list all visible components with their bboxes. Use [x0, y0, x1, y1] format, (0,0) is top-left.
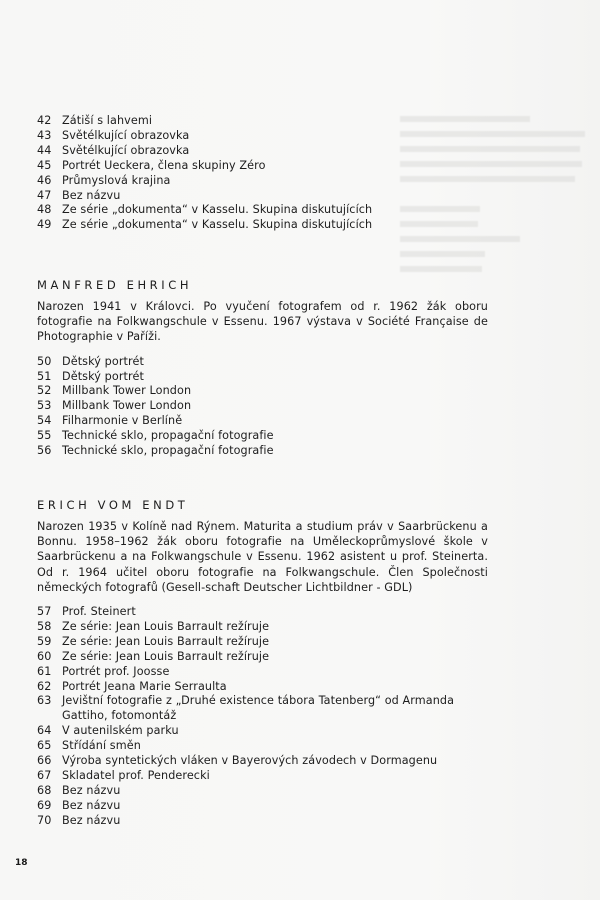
item-number: 50 [37, 354, 52, 368]
item-number: 52 [37, 384, 52, 398]
item-title: Ze série: Jean Louis Barrault režíruje [62, 634, 270, 648]
item-number: 51 [37, 369, 52, 383]
item-title: Skladatel prof. Penderecki [62, 768, 210, 782]
list-item [37, 159, 488, 174]
item-number: 65 [37, 739, 52, 753]
item-title: Technické sklo, propagační fotografie [62, 429, 274, 443]
item-title: Prof. Steinert [62, 605, 136, 619]
item-title: Jevištní fotografie z „Druhé existence tábora Tatenberg“ od Armanda Gattiho, fotomontáž [62, 694, 455, 723]
list-item [37, 650, 488, 665]
list-item [37, 129, 488, 144]
item-title: Ze série: Jean Louis Barrault režíruje [62, 619, 270, 633]
item-title: Střídání směn [62, 739, 141, 753]
item-number: 54 [37, 414, 52, 428]
item-title: V autenilském parku [62, 724, 179, 738]
item-number: 60 [37, 649, 52, 663]
item-number: 59 [37, 634, 52, 648]
item-title: Filharmonie v Berlíně [62, 414, 183, 428]
list-item [37, 370, 488, 385]
photographer-name: MANFRED EHRICH [37, 278, 193, 292]
list-item [37, 444, 488, 459]
list-item [37, 414, 488, 429]
item-number: 49 [37, 218, 52, 232]
photographer-bio: Narozen 1941 v Královci. Po vyučení fotografem od r. 1962 žák oboru fotografie na Folkwangschule v Essenu. 1967 výstava v Société Française de Photographie v Paříži. [37, 300, 488, 344]
item-number: 46 [37, 173, 52, 187]
item-title: Bez názvu [62, 188, 121, 202]
item-number: 66 [37, 754, 52, 768]
list-item [37, 429, 488, 444]
list-item [37, 784, 488, 799]
item-title: Výroba syntetických vláken v Bayerových závodech v Dormagenu [62, 754, 438, 768]
item-number: 42 [37, 114, 52, 127]
photographer-name: ERICH VOM ENDT [37, 498, 189, 512]
item-number: 56 [37, 444, 52, 458]
item-number: 48 [37, 203, 52, 217]
item-title: Ze série: Jean Louis Barrault režíruje [62, 649, 270, 663]
list-item [37, 114, 488, 129]
item-number: 69 [37, 798, 52, 812]
item-number: 44 [37, 143, 52, 157]
item-number: 58 [37, 619, 52, 633]
list-item [37, 218, 488, 233]
list-item [37, 724, 488, 739]
list-item [37, 814, 488, 829]
item-title: Millbank Tower London [62, 384, 192, 398]
list-item [37, 680, 488, 695]
item-number: 45 [37, 158, 52, 172]
item-number: 47 [37, 188, 52, 202]
list-item [37, 799, 488, 814]
list-item [37, 739, 488, 754]
item-number: 68 [37, 783, 52, 797]
item-title: Zátiší s lahvemi [62, 114, 153, 127]
item-number: 57 [37, 605, 52, 619]
list-item [37, 620, 488, 635]
list-item [37, 189, 488, 204]
item-number: 53 [37, 399, 52, 413]
list-item [37, 769, 488, 784]
list-item [37, 605, 488, 620]
list-item [37, 754, 488, 769]
item-title: Portrét prof. Joosse [62, 664, 170, 678]
item-title: Technické sklo, propagační fotografie [62, 444, 274, 458]
list-item [37, 174, 488, 189]
item-title: Bez názvu [62, 783, 121, 797]
item-number: 64 [37, 724, 52, 738]
item-number: 43 [37, 128, 52, 142]
item-number: 63 [37, 694, 52, 708]
item-number: 55 [37, 429, 52, 443]
top-caption-list [37, 114, 488, 233]
item-title: Portrét Ueckera, člena skupiny Zéro [62, 158, 266, 172]
item-title: Dětský portrét [62, 369, 144, 383]
item-number: 70 [37, 813, 52, 827]
item-title: Millbank Tower London [62, 399, 192, 413]
section-erich-vom-endt [37, 497, 488, 829]
item-title: Bez názvu [62, 813, 121, 827]
item-title: Světélkující obrazovka [62, 128, 190, 142]
item-title: Průmyslová krajina [62, 173, 171, 187]
item-title: Portrét Jeana Marie Serraulta [62, 679, 227, 693]
item-number: 62 [37, 679, 52, 693]
list-item [37, 694, 488, 724]
list-item [37, 384, 488, 399]
list-item [37, 635, 488, 650]
list-item [37, 399, 488, 414]
item-title: Ze série „dokumenta“ v Kasselu. Skupina diskutujících [62, 203, 373, 217]
item-title: Dětský portrét [62, 354, 144, 368]
list-item [37, 203, 488, 218]
item-title: Bez názvu [62, 798, 121, 812]
list-item [37, 355, 488, 370]
item-number: 67 [37, 768, 52, 782]
photographer-bio: Narozen 1935 v Kolíně nad Rýnem. Maturita a studium práv v Saarbrückenu a Bonnu. 1958–1962 žák oboru fotografie na Uměleckoprůmyslové škole v Saarbrückenu a na Folkwangschule v Essenu. 1962 asistent u prof. Steinerta. Od r. 1964 učitel oboru fotografie na Folkwangschule. Člen Společnosti německých fotografů (Gesell-schaft Deutscher Lichtbildner - GDL) [37, 520, 488, 594]
item-title: Ze série „dokumenta“ v Kasselu. Skupina diskutujících [62, 218, 373, 232]
list-item [37, 665, 488, 680]
page-number: 18 [15, 858, 28, 868]
item-number: 61 [37, 664, 52, 678]
item-title: Světélkující obrazovka [62, 143, 190, 157]
list-item [37, 144, 488, 159]
section-manfred-ehrich [37, 277, 488, 459]
